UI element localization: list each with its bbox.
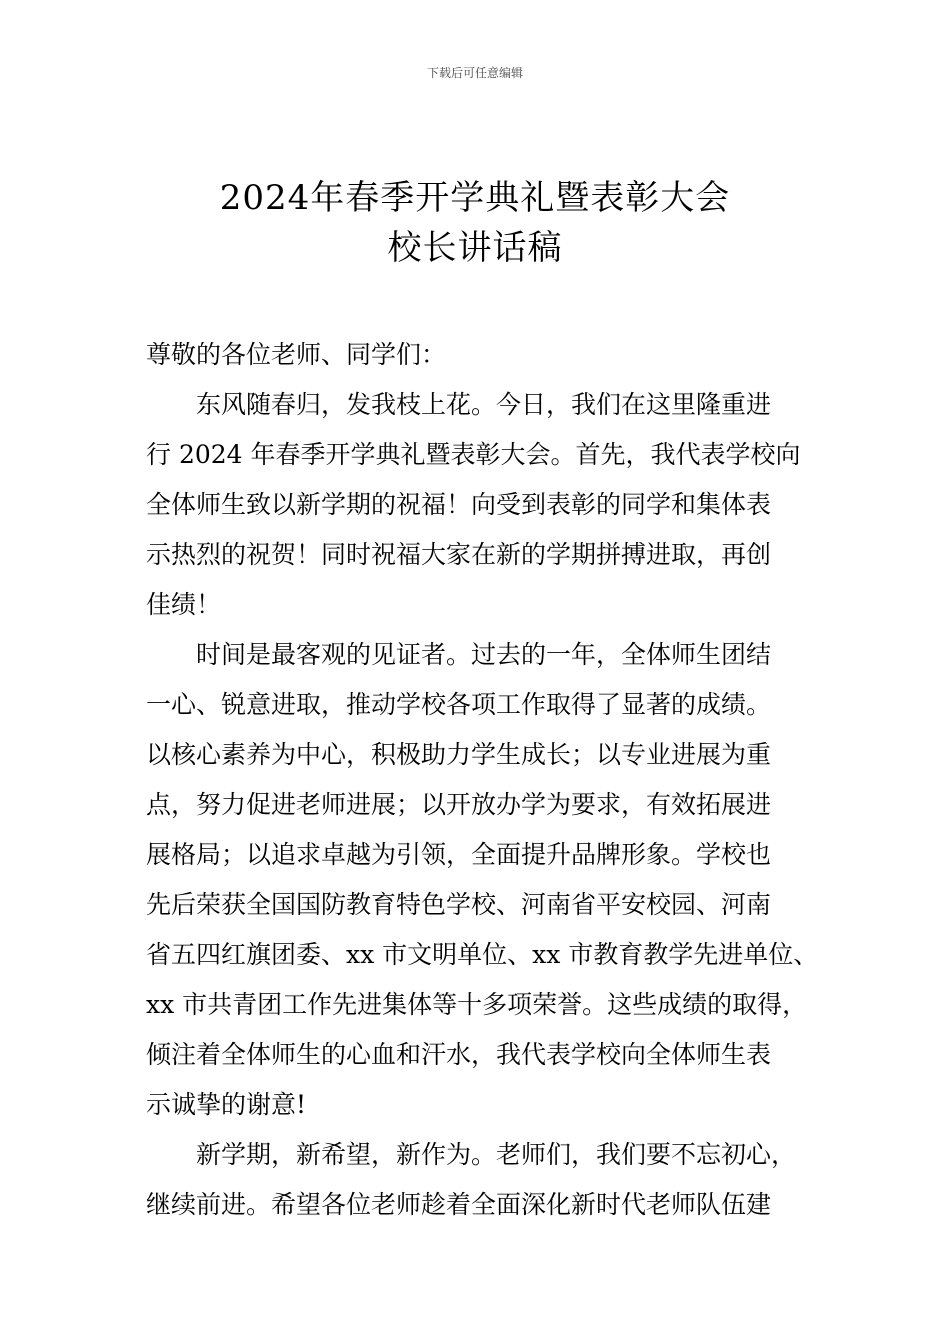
paragraph-line: 倾注着全体师生的心血和汗水，我代表学校向全体师生表 (146, 1040, 772, 1069)
paragraph-line: 先后荣获全国国防教育特色学校、河南省平安校园、河南 (146, 890, 772, 919)
document-title-line-2: 校长讲话稿 (387, 228, 563, 268)
salutation: 尊敬的各位老师、同学们： (146, 340, 447, 369)
document-title-line-1: 2024年春季开学典礼暨表彰大会 (219, 178, 731, 218)
paragraph-1 (146, 380, 816, 630)
paragraph-2 (146, 630, 819, 1130)
paragraph-3 (146, 1130, 816, 1230)
paragraph-line: 省五四红旗团委、xx 市文明单位、xx 市教育教学先进单位、 (146, 940, 819, 969)
paragraph-line: 新学期，新希望，新作为。老师们，我们要不忘初心， (196, 1140, 797, 1169)
paragraph-line: xx 市共青团工作先进集体等十多项荣誉。这些成绩的取得， (146, 990, 808, 1019)
header-note: 下载后可任意编辑 (426, 66, 523, 80)
paragraph-line: 时间是最客观的见证者。过去的一年，全体师生团结 (196, 640, 772, 669)
paragraph-line: 佳绩！ (146, 590, 222, 619)
paragraph-line: 示诚挚的谢意! (146, 1090, 307, 1119)
paragraph-line: 点，努力促进老师进展；以开放办学为要求，有效拓展进 (146, 790, 772, 819)
paragraph-line: 示热烈的祝贺！同时祝福大家在新的学期拼搏进取，再创 (146, 540, 772, 569)
paragraph-line: 一心、锐意进取，推动学校各项工作取得了显著的成绩。 (146, 690, 772, 719)
paragraph-line: 以核心素养为中心，积极助力学生成长；以专业进展为重 (146, 740, 772, 769)
document-body (146, 330, 819, 1230)
paragraph-line: 全体师生致以新学期的祝福！向受到表彰的同学和集体表 (146, 490, 772, 519)
paragraph-line: 展格局；以追求卓越为引领，全面提升品牌形象。学校也 (146, 840, 772, 869)
paragraph-line: 东风随春归，发我枝上花。今日，我们在这里隆重进 (196, 390, 772, 419)
paragraph-line: 行 2024 年春季开学典礼暨表彰大会。首先，我代表学校向 (146, 440, 801, 469)
paragraph-line: 继续前进。希望各位老师趁着全面深化新时代老师队伍建 (146, 1190, 772, 1219)
